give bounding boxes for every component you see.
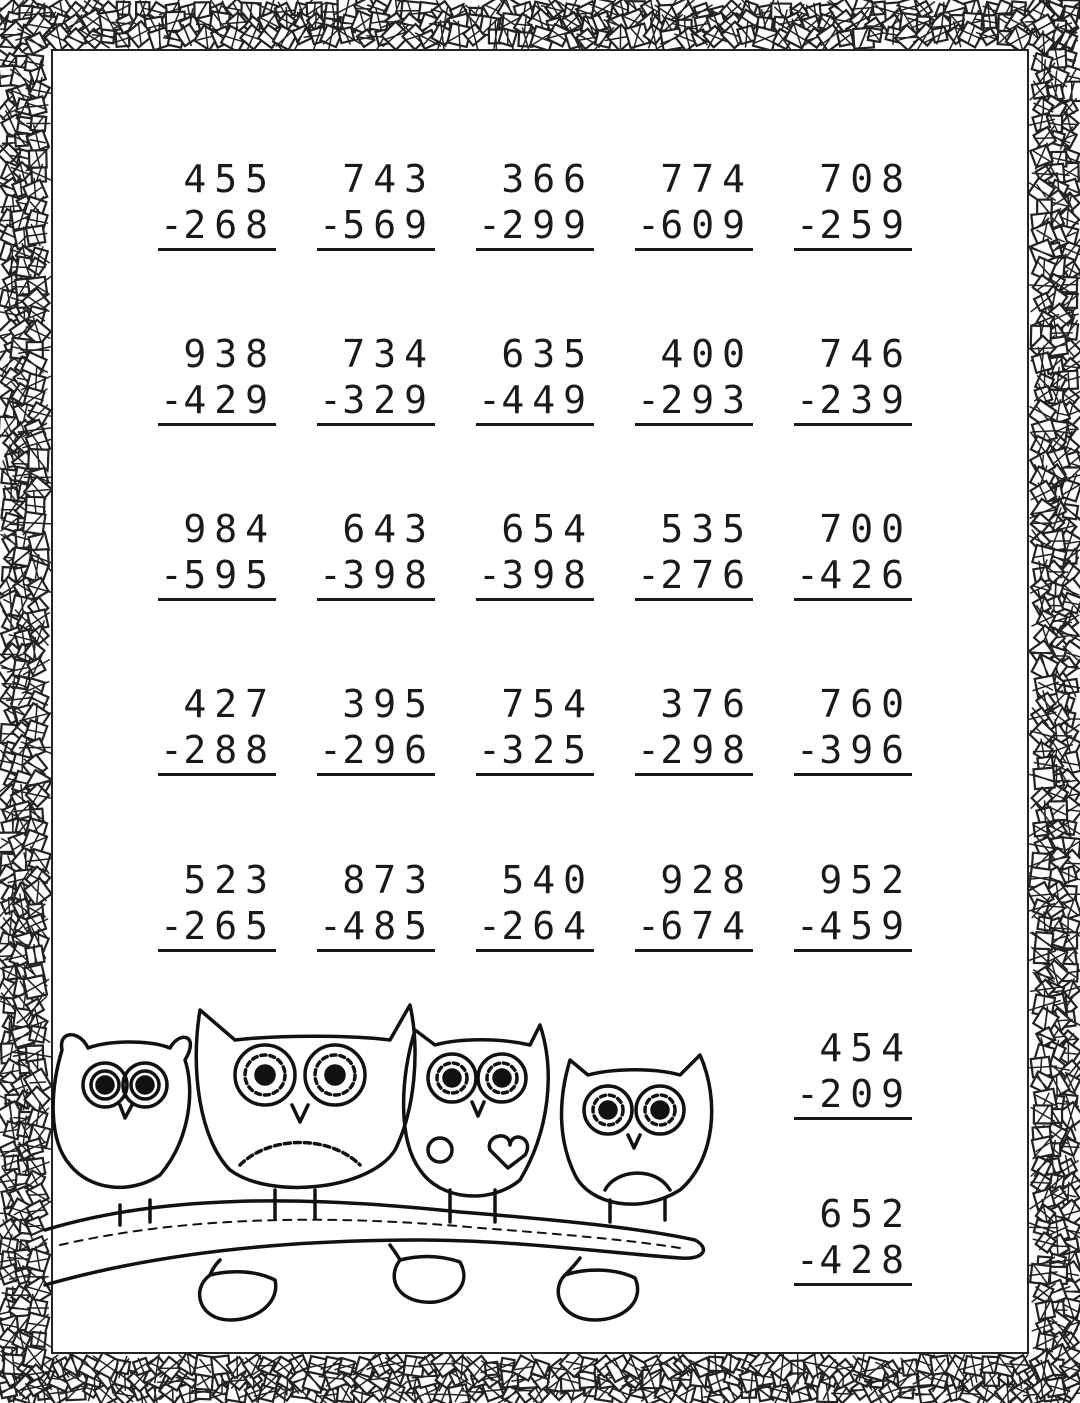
owl-icon: [53, 1035, 190, 1225]
subtrahend-row: [794, 727, 912, 776]
subtrahend-row: [635, 377, 753, 426]
minus-sign: -: [637, 728, 660, 772]
owl-icon: [196, 1005, 415, 1218]
subtraction-problem: [794, 681, 912, 776]
subtrahend-row: [794, 377, 912, 426]
minuend: 938: [183, 332, 276, 376]
minus-sign: -: [160, 728, 183, 772]
subtraction-problem: [158, 506, 276, 601]
subtrahend-row: [794, 552, 912, 601]
subtrahend-row: [635, 727, 753, 776]
minuend: 760: [819, 682, 912, 726]
subtrahend: 299: [501, 203, 594, 247]
minuend: 928: [660, 858, 753, 902]
subtraction-problem: [476, 156, 594, 251]
subtrahend-row: [794, 903, 912, 952]
subtraction-problem: [635, 681, 753, 776]
subtraction-problem: [794, 506, 912, 601]
subtrahend: 259: [819, 203, 912, 247]
subtrahend-row: [794, 1071, 912, 1120]
subtrahend: 398: [501, 553, 594, 597]
minuend: 366: [501, 157, 594, 201]
subtrahend-row: [476, 377, 594, 426]
subtrahend-row: [158, 552, 276, 601]
leaf-1: [200, 1272, 276, 1320]
minuend: 395: [342, 682, 435, 726]
minus-sign: -: [478, 378, 501, 422]
minuend: 984: [183, 507, 276, 551]
subtraction-problem: [317, 156, 435, 251]
minuend: 540: [501, 858, 594, 902]
subtrahend-row: [476, 552, 594, 601]
subtraction-problem: [476, 506, 594, 601]
subtrahend: 429: [183, 378, 276, 422]
minus-sign: -: [160, 203, 183, 247]
subtrahend: 298: [660, 728, 753, 772]
subtraction-problem: [317, 331, 435, 426]
subtraction-problem: [794, 857, 912, 952]
subtrahend: 609: [660, 203, 753, 247]
subtraction-problem: [794, 156, 912, 251]
subtraction-problem: [476, 857, 594, 952]
subtrahend: 265: [183, 904, 276, 948]
subtraction-problem: [476, 331, 594, 426]
subtrahend-row: [476, 903, 594, 952]
subtraction-problem: [635, 156, 753, 251]
minus-sign: -: [478, 728, 501, 772]
leaf-2: [394, 1256, 464, 1302]
minus-sign: -: [796, 553, 819, 597]
minuend: 643: [342, 507, 435, 551]
minus-sign: -: [796, 1238, 819, 1282]
subtrahend-row: [476, 202, 594, 251]
subtrahend-row: [158, 903, 276, 952]
subtrahend: 325: [501, 728, 594, 772]
minuend: 708: [819, 157, 912, 201]
subtrahend: 293: [660, 378, 753, 422]
subtraction-problem: [317, 681, 435, 776]
subtrahend-row: [317, 202, 435, 251]
subtrahend-row: [158, 727, 276, 776]
minuend: 652: [819, 1192, 912, 1236]
minus-sign: -: [319, 378, 342, 422]
subtrahend-row: [317, 903, 435, 952]
minuend: 774: [660, 157, 753, 201]
minuend: 743: [342, 157, 435, 201]
subtrahend-row: [317, 552, 435, 601]
minus-sign: -: [796, 904, 819, 948]
minuend: 535: [660, 507, 753, 551]
subtraction-problem: [794, 331, 912, 426]
subtrahend: 329: [342, 378, 435, 422]
minus-sign: -: [160, 904, 183, 948]
subtrahend-row: [317, 377, 435, 426]
subtrahend: 276: [660, 553, 753, 597]
subtrahend-row: [476, 727, 594, 776]
subtrahend: 268: [183, 203, 276, 247]
subtrahend: 396: [819, 728, 912, 772]
subtrahend: 459: [819, 904, 912, 948]
minuend: 952: [819, 858, 912, 902]
subtrahend: 595: [183, 553, 276, 597]
minus-sign: -: [637, 553, 660, 597]
minuend: 454: [819, 1026, 912, 1070]
subtraction-problem: [635, 857, 753, 952]
minus-sign: -: [637, 203, 660, 247]
minuend: 400: [660, 332, 753, 376]
minuend: 654: [501, 507, 594, 551]
subtrahend-row: [794, 202, 912, 251]
owls-illustration: [40, 990, 720, 1330]
minus-sign: -: [637, 904, 660, 948]
minus-sign: -: [478, 203, 501, 247]
minus-sign: -: [160, 378, 183, 422]
minuend: 746: [819, 332, 912, 376]
minuend: 734: [342, 332, 435, 376]
minuend: 700: [819, 507, 912, 551]
subtrahend: 426: [819, 553, 912, 597]
subtraction-problem: [317, 857, 435, 952]
minus-sign: -: [319, 203, 342, 247]
minus-sign: -: [478, 553, 501, 597]
subtrahend: 428: [819, 1238, 912, 1282]
subtrahend: 209: [819, 1072, 912, 1116]
owl-icon: [562, 1055, 712, 1222]
subtrahend: 264: [501, 904, 594, 948]
subtraction-problem: [794, 1025, 912, 1120]
subtrahend-row: [794, 1237, 912, 1286]
minus-sign: -: [319, 553, 342, 597]
subtrahend-row: [158, 377, 276, 426]
subtrahend: 569: [342, 203, 435, 247]
subtrahend-row: [635, 552, 753, 601]
subtrahend-row: [635, 903, 753, 952]
subtraction-problem: [158, 156, 276, 251]
minus-sign: -: [796, 1072, 819, 1116]
subtraction-problem: [317, 506, 435, 601]
subtraction-problem: [158, 331, 276, 426]
minuend: 427: [183, 682, 276, 726]
subtrahend: 296: [342, 728, 435, 772]
minus-sign: -: [796, 378, 819, 422]
subtraction-problem: [158, 857, 276, 952]
minus-sign: -: [160, 553, 183, 597]
minus-sign: -: [637, 378, 660, 422]
subtraction-problem: [158, 681, 276, 776]
subtrahend: 674: [660, 904, 753, 948]
subtraction-problem: [794, 1191, 912, 1286]
subtraction-problem: [476, 681, 594, 776]
subtrahend: 239: [819, 378, 912, 422]
minus-sign: -: [796, 203, 819, 247]
subtrahend: 288: [183, 728, 276, 772]
minus-sign: -: [796, 728, 819, 772]
leaf-3: [558, 1270, 637, 1320]
subtrahend: 398: [342, 553, 435, 597]
minuend: 455: [183, 157, 276, 201]
minus-sign: -: [319, 728, 342, 772]
minuend: 523: [183, 858, 276, 902]
subtrahend-row: [317, 727, 435, 776]
minuend: 635: [501, 332, 594, 376]
subtrahend: 449: [501, 378, 594, 422]
minus-sign: -: [319, 904, 342, 948]
subtraction-problem: [635, 506, 753, 601]
owl-icon: [404, 1025, 549, 1222]
minuend: 754: [501, 682, 594, 726]
subtrahend: 485: [342, 904, 435, 948]
minuend: 873: [342, 858, 435, 902]
branch: [45, 1201, 703, 1285]
subtrahend-row: [158, 202, 276, 251]
minuend: 376: [660, 682, 753, 726]
subtraction-problem: [635, 331, 753, 426]
subtrahend-row: [635, 202, 753, 251]
minus-sign: -: [478, 904, 501, 948]
